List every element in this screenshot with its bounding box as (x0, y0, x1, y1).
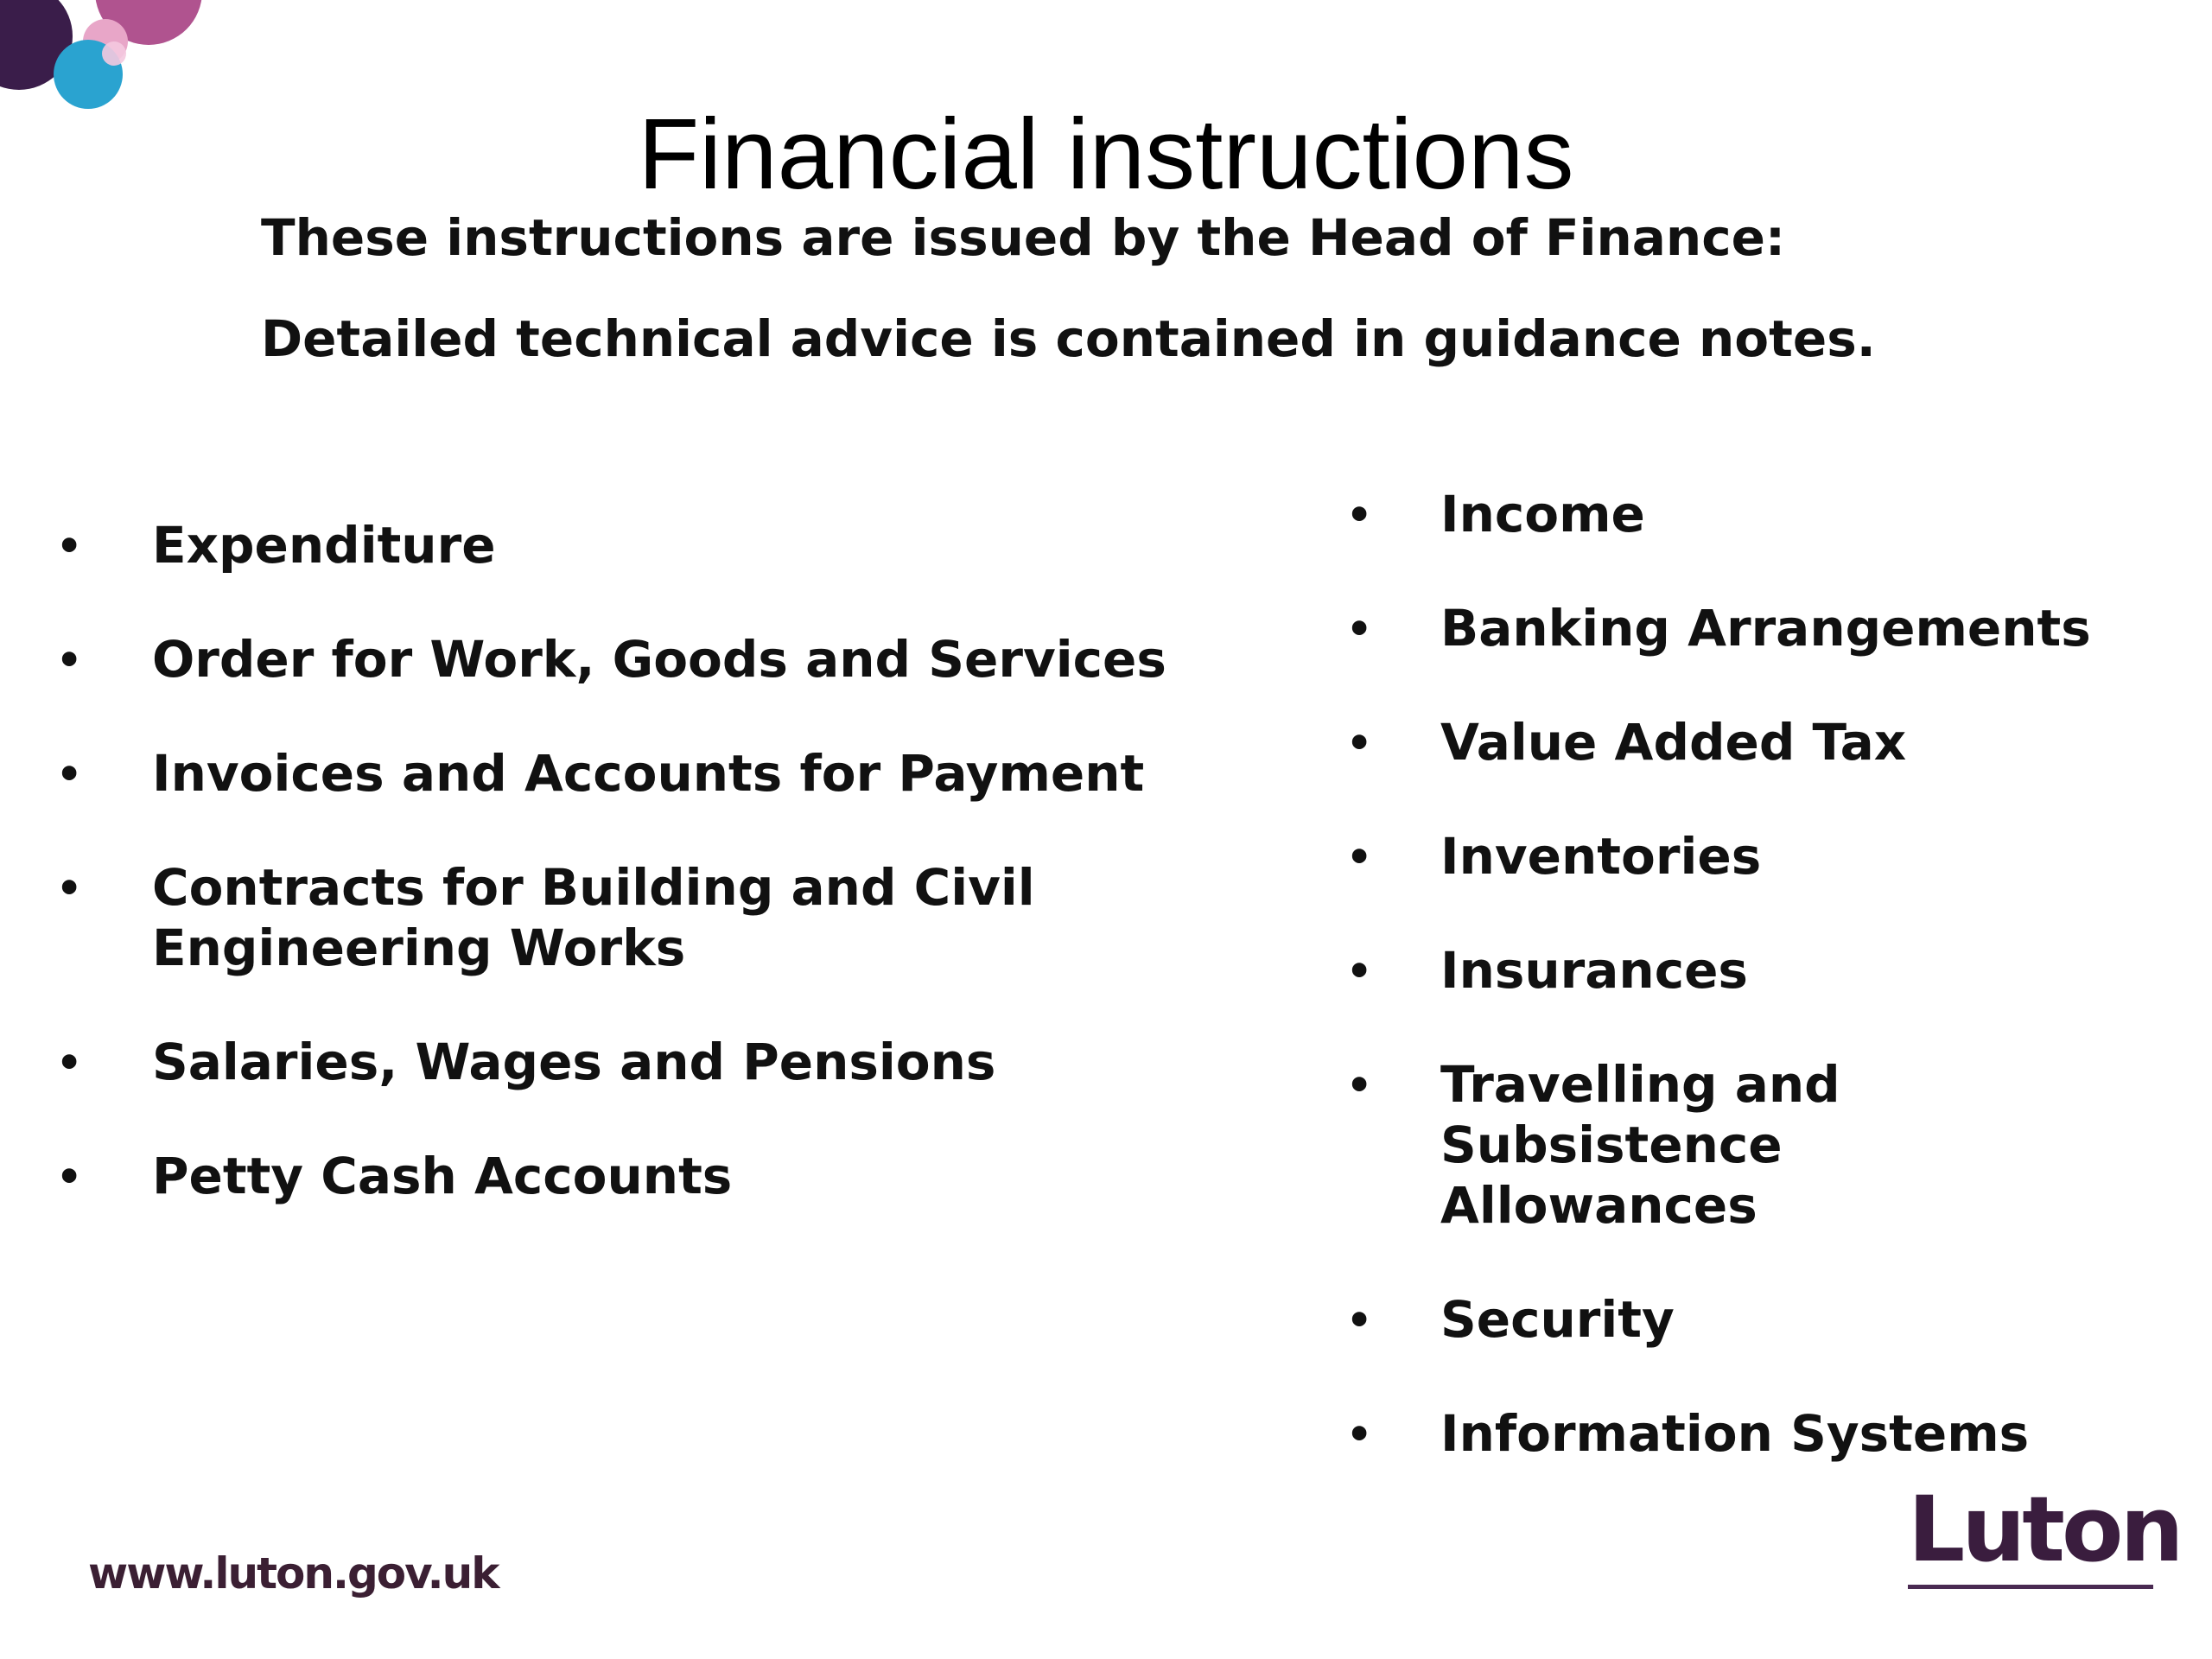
list-item (60, 515, 1287, 575)
list-item (1351, 940, 2180, 1001)
bullet-icon: • (1351, 828, 1369, 884)
bullet-icon: • (60, 1147, 79, 1204)
list-item-label: Invoices and Accounts for Payment (152, 744, 1145, 803)
footer-website-url[interactable]: www.luton.gov.uk (88, 1548, 499, 1599)
list-item-label: Inventories (1440, 827, 1762, 886)
list-item (60, 629, 1287, 690)
subtitle-issued-by: These instructions are issued by the Head of Finance: (261, 208, 1786, 267)
list-item-label: Information Systems (1440, 1404, 2030, 1463)
list-item-label: Security (1440, 1290, 1675, 1349)
list-item-label: Income (1440, 485, 1645, 543)
list-item-label: Contracts for Building and Civil Engineering Works (152, 858, 1035, 977)
list-item (1351, 484, 2180, 544)
list-item-label: Value Added Tax (1440, 713, 1907, 772)
left-topic-list (60, 515, 1287, 1260)
right-topic-list (1351, 484, 2180, 1517)
bullet-icon: • (60, 1033, 79, 1090)
list-item-label: Insurances (1440, 941, 1748, 1000)
list-item (1351, 712, 2180, 772)
list-item-label: Petty Cash Accounts (152, 1147, 733, 1205)
bullet-icon: • (1351, 486, 1369, 542)
page-title: Financial instructions (638, 98, 1574, 210)
bullet-icon: • (60, 859, 79, 915)
list-item-label: Travelling and Subsistence Allowances (1440, 1055, 1840, 1235)
subtitle-guidance-notes: Detailed technical advice is contained in guidance notes. (261, 309, 1876, 368)
bullet-icon: • (60, 517, 79, 573)
list-item (60, 1146, 1287, 1206)
bullet-icon: • (1351, 1056, 1369, 1112)
luton-logo (1908, 1477, 2181, 1589)
list-item-label: Banking Arrangements (1440, 599, 2091, 658)
list-item-label: Expenditure (152, 516, 496, 575)
luton-logo-text: Luton (1908, 1477, 2181, 1582)
bullet-icon: • (1351, 1291, 1369, 1347)
bullet-icon: • (1351, 600, 1369, 656)
bullet-icon: • (1351, 942, 1369, 998)
list-item (1351, 1289, 2180, 1350)
bubble-pink-small (102, 41, 126, 66)
list-item-label: Order for Work, Goods and Services (152, 630, 1166, 689)
bullet-icon: • (60, 631, 79, 687)
list-item (60, 857, 1120, 978)
list-item (60, 1032, 1287, 1092)
list-item (1351, 598, 2180, 658)
bullet-icon: • (60, 745, 79, 801)
list-item (1351, 826, 2180, 887)
list-item (60, 743, 1287, 804)
list-item (1351, 1054, 1907, 1236)
bullet-icon: • (1351, 1405, 1369, 1461)
luton-logo-underline (1908, 1585, 2153, 1589)
corner-bubbles-logo (0, 0, 207, 121)
bullet-icon: • (1351, 714, 1369, 770)
list-item-label: Salaries, Wages and Pensions (152, 1033, 996, 1091)
list-item (1351, 1403, 2180, 1464)
